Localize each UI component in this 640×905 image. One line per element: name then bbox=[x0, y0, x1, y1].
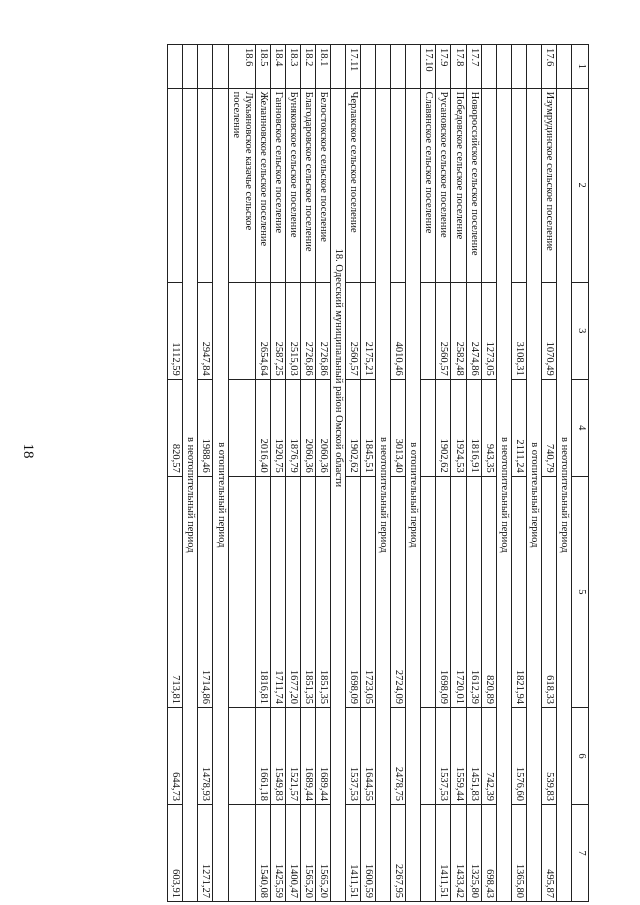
value-cell: 1711,74 bbox=[270, 476, 285, 707]
value-cell: 1411,51 bbox=[346, 804, 361, 901]
value-cell bbox=[421, 707, 436, 804]
period-label: в неотопительный период bbox=[183, 88, 198, 901]
settlement-name-cell: Белостокское сельское поселение bbox=[315, 88, 330, 282]
period-label: в неотопительный период bbox=[376, 88, 391, 901]
row-id-cell bbox=[496, 45, 511, 89]
table-row bbox=[451, 45, 466, 902]
value-cell: 539,83 bbox=[541, 707, 556, 804]
settlement-name-cell: Черлакское сельское поселение bbox=[346, 88, 361, 282]
row-id-cell bbox=[361, 45, 376, 89]
table-row bbox=[198, 45, 213, 902]
value-cell: 2947,84 bbox=[198, 282, 213, 379]
value-cell: 1698,09 bbox=[346, 476, 361, 707]
value-cell bbox=[228, 707, 255, 804]
value-cell: 1723,05 bbox=[361, 476, 376, 707]
period-label: в неотопительный период bbox=[496, 88, 511, 901]
value-cell: 2726,86 bbox=[300, 282, 315, 379]
row-id-cell bbox=[526, 45, 541, 89]
value-cell: 1365,80 bbox=[511, 804, 526, 901]
row-id-cell: 17.7 bbox=[466, 45, 481, 89]
settlement-name-cell: Ганновское сельское поселение bbox=[270, 88, 285, 282]
value-cell: 1924,53 bbox=[451, 379, 466, 476]
value-cell: 1070,49 bbox=[541, 282, 556, 379]
table-row bbox=[511, 45, 526, 902]
value-cell bbox=[228, 282, 255, 379]
table-row bbox=[436, 45, 451, 902]
value-cell: 603,91 bbox=[168, 804, 183, 901]
row-id-cell: 17.8 bbox=[451, 45, 466, 89]
value-cell: 1988,46 bbox=[198, 379, 213, 476]
tariff-table bbox=[167, 44, 589, 902]
value-cell: 2016,40 bbox=[255, 379, 270, 476]
row-id-cell bbox=[213, 45, 228, 89]
row-id-cell: 18.3 bbox=[285, 45, 300, 89]
value-cell: 2560,57 bbox=[436, 282, 451, 379]
settlement-name-cell: Благодаровское сельское поселение bbox=[300, 88, 315, 282]
period-label: в отопительный период bbox=[526, 88, 541, 901]
value-cell: 1565,20 bbox=[315, 804, 330, 901]
row-id-cell: 17.9 bbox=[436, 45, 451, 89]
value-cell: 1411,51 bbox=[436, 804, 451, 901]
settlement-name-cell: Русановское сельское поселение bbox=[436, 88, 451, 282]
table-row bbox=[228, 45, 255, 902]
value-cell: 2515,03 bbox=[285, 282, 300, 379]
row-id-cell bbox=[391, 45, 406, 89]
settlement-name-cell: Лукьяновское казачье сельское поселение bbox=[228, 88, 255, 282]
value-cell: 1644,55 bbox=[361, 707, 376, 804]
period-row bbox=[496, 45, 511, 902]
period-row bbox=[376, 45, 391, 902]
value-cell: 1876,79 bbox=[285, 379, 300, 476]
value-cell: 1677,20 bbox=[285, 476, 300, 707]
value-cell: 698,43 bbox=[481, 804, 496, 901]
row-id-cell: 17.10 bbox=[421, 45, 436, 89]
row-id-cell: 18.1 bbox=[315, 45, 330, 89]
value-cell: 2474,86 bbox=[466, 282, 481, 379]
value-cell: 1851,35 bbox=[315, 476, 330, 707]
value-cell: 2587,25 bbox=[270, 282, 285, 379]
value-cell: 1433,42 bbox=[451, 804, 466, 901]
value-cell: 713,81 bbox=[168, 476, 183, 707]
value-cell: 1273,05 bbox=[481, 282, 496, 379]
settlement-name-cell bbox=[361, 88, 376, 282]
table-row bbox=[391, 45, 406, 902]
table-row bbox=[315, 45, 330, 902]
value-cell bbox=[421, 804, 436, 901]
row-id-cell bbox=[183, 45, 198, 89]
header-cell: 6 bbox=[572, 707, 589, 804]
value-cell: 2111,24 bbox=[511, 379, 526, 476]
value-cell: 618,33 bbox=[541, 476, 556, 707]
row-id-cell: 18.2 bbox=[300, 45, 315, 89]
value-cell: 2267,95 bbox=[391, 804, 406, 901]
value-cell: 1559,44 bbox=[451, 707, 466, 804]
row-id-cell bbox=[481, 45, 496, 89]
value-cell: 1271,27 bbox=[198, 804, 213, 901]
row-id-cell: 18.6 bbox=[228, 45, 255, 89]
settlement-name-cell bbox=[168, 88, 183, 282]
value-cell: 1816,81 bbox=[255, 476, 270, 707]
table-row bbox=[361, 45, 376, 902]
row-id-cell: 18.5 bbox=[255, 45, 270, 89]
value-cell: 1902,62 bbox=[436, 379, 451, 476]
value-cell: 1851,35 bbox=[300, 476, 315, 707]
section-row bbox=[331, 45, 346, 902]
page-number: 18 bbox=[20, 443, 36, 459]
value-cell: 4010,46 bbox=[391, 282, 406, 379]
settlement-name-cell bbox=[391, 88, 406, 282]
header-cell: 5 bbox=[572, 476, 589, 707]
period-row bbox=[556, 45, 571, 902]
value-cell: 2560,57 bbox=[346, 282, 361, 379]
value-cell bbox=[421, 282, 436, 379]
row-id-cell bbox=[331, 45, 346, 89]
period-label: в отопительный период bbox=[406, 88, 421, 901]
value-cell: 740,79 bbox=[541, 379, 556, 476]
value-cell: 1540,08 bbox=[255, 804, 270, 901]
header-row bbox=[572, 45, 589, 902]
period-label: в неотопительный период bbox=[556, 88, 571, 901]
settlement-name-cell: Новороссийское сельское поселение bbox=[466, 88, 481, 282]
value-cell: 1400,47 bbox=[285, 804, 300, 901]
header-cell: 4 bbox=[572, 379, 589, 476]
row-id-cell bbox=[556, 45, 571, 89]
value-cell: 2654,64 bbox=[255, 282, 270, 379]
value-cell: 495,87 bbox=[541, 804, 556, 901]
settlement-name-cell: Изумрудинское сельское поселение bbox=[541, 88, 556, 282]
header-cell: 7 bbox=[572, 804, 589, 901]
settlement-name-cell bbox=[198, 88, 213, 282]
value-cell: 820,89 bbox=[481, 476, 496, 707]
table-row bbox=[300, 45, 315, 902]
value-cell: 2478,75 bbox=[391, 707, 406, 804]
value-cell: 742,39 bbox=[481, 707, 496, 804]
value-cell: 1689,44 bbox=[300, 707, 315, 804]
value-cell: 1689,44 bbox=[315, 707, 330, 804]
value-cell: 943,35 bbox=[481, 379, 496, 476]
row-id-cell bbox=[406, 45, 421, 89]
value-cell: 1565,20 bbox=[300, 804, 315, 901]
section-label: 18. Одесский муниципальный район Омской области bbox=[331, 88, 346, 901]
value-cell: 2060,36 bbox=[315, 379, 330, 476]
period-row bbox=[526, 45, 541, 902]
value-cell: 1112,59 bbox=[168, 282, 183, 379]
value-cell: 1661,18 bbox=[255, 707, 270, 804]
value-cell: 1821,94 bbox=[511, 476, 526, 707]
value-cell: 1451,83 bbox=[466, 707, 481, 804]
value-cell bbox=[228, 476, 255, 707]
value-cell: 1325,80 bbox=[466, 804, 481, 901]
value-cell: 1720,01 bbox=[451, 476, 466, 707]
tariff-table-container bbox=[61, 44, 589, 902]
settlement-name-cell: Победовское сельское поселение bbox=[451, 88, 466, 282]
table-row bbox=[346, 45, 361, 902]
value-cell: 1478,93 bbox=[198, 707, 213, 804]
value-cell: 1521,57 bbox=[285, 707, 300, 804]
row-id-cell: 17.11 bbox=[346, 45, 361, 89]
value-cell: 2175,21 bbox=[361, 282, 376, 379]
settlement-name-cell: Буняковское сельское поселение bbox=[285, 88, 300, 282]
value-cell: 1537,53 bbox=[346, 707, 361, 804]
row-id-cell bbox=[198, 45, 213, 89]
value-cell: 1714,86 bbox=[198, 476, 213, 707]
period-row bbox=[213, 45, 228, 902]
header-cell: 1 bbox=[572, 45, 589, 89]
period-row bbox=[183, 45, 198, 902]
row-id-cell bbox=[376, 45, 391, 89]
value-cell: 1537,53 bbox=[436, 707, 451, 804]
value-cell: 1600,59 bbox=[361, 804, 376, 901]
value-cell: 1816,91 bbox=[466, 379, 481, 476]
table-row bbox=[168, 45, 183, 902]
table-row bbox=[481, 45, 496, 902]
value-cell: 1845,51 bbox=[361, 379, 376, 476]
value-cell: 2582,48 bbox=[451, 282, 466, 379]
table-row bbox=[466, 45, 481, 902]
value-cell: 644,73 bbox=[168, 707, 183, 804]
value-cell: 1576,60 bbox=[511, 707, 526, 804]
value-cell: 1698,09 bbox=[436, 476, 451, 707]
period-label: в отопительный период bbox=[213, 88, 228, 901]
table-body bbox=[168, 45, 589, 902]
value-cell: 1549,83 bbox=[270, 707, 285, 804]
row-id-cell bbox=[168, 45, 183, 89]
value-cell: 1612,39 bbox=[466, 476, 481, 707]
value-cell bbox=[228, 379, 255, 476]
value-cell bbox=[228, 804, 255, 901]
table-row bbox=[541, 45, 556, 902]
row-id-cell bbox=[511, 45, 526, 89]
table-row bbox=[421, 45, 436, 902]
value-cell: 2060,36 bbox=[300, 379, 315, 476]
row-id-cell: 18.4 bbox=[270, 45, 285, 89]
table-row bbox=[285, 45, 300, 902]
value-cell: 2726,86 bbox=[315, 282, 330, 379]
row-id-cell: 17.6 bbox=[541, 45, 556, 89]
header-cell: 2 bbox=[572, 88, 589, 282]
header-cell: 3 bbox=[572, 282, 589, 379]
settlement-name-cell bbox=[481, 88, 496, 282]
value-cell: 3108,31 bbox=[511, 282, 526, 379]
table-row bbox=[270, 45, 285, 902]
value-cell: 820,57 bbox=[168, 379, 183, 476]
value-cell: 1920,75 bbox=[270, 379, 285, 476]
value-cell: 3013,40 bbox=[391, 379, 406, 476]
settlement-name-cell: Славянское сельское поселение bbox=[421, 88, 436, 282]
settlement-name-cell bbox=[511, 88, 526, 282]
period-row bbox=[406, 45, 421, 902]
value-cell: 2724,09 bbox=[391, 476, 406, 707]
value-cell: 1425,59 bbox=[270, 804, 285, 901]
value-cell: 1902,62 bbox=[346, 379, 361, 476]
value-cell bbox=[421, 476, 436, 707]
settlement-name-cell: Желанновское сельское поселение bbox=[255, 88, 270, 282]
value-cell bbox=[421, 379, 436, 476]
table-row bbox=[255, 45, 270, 902]
